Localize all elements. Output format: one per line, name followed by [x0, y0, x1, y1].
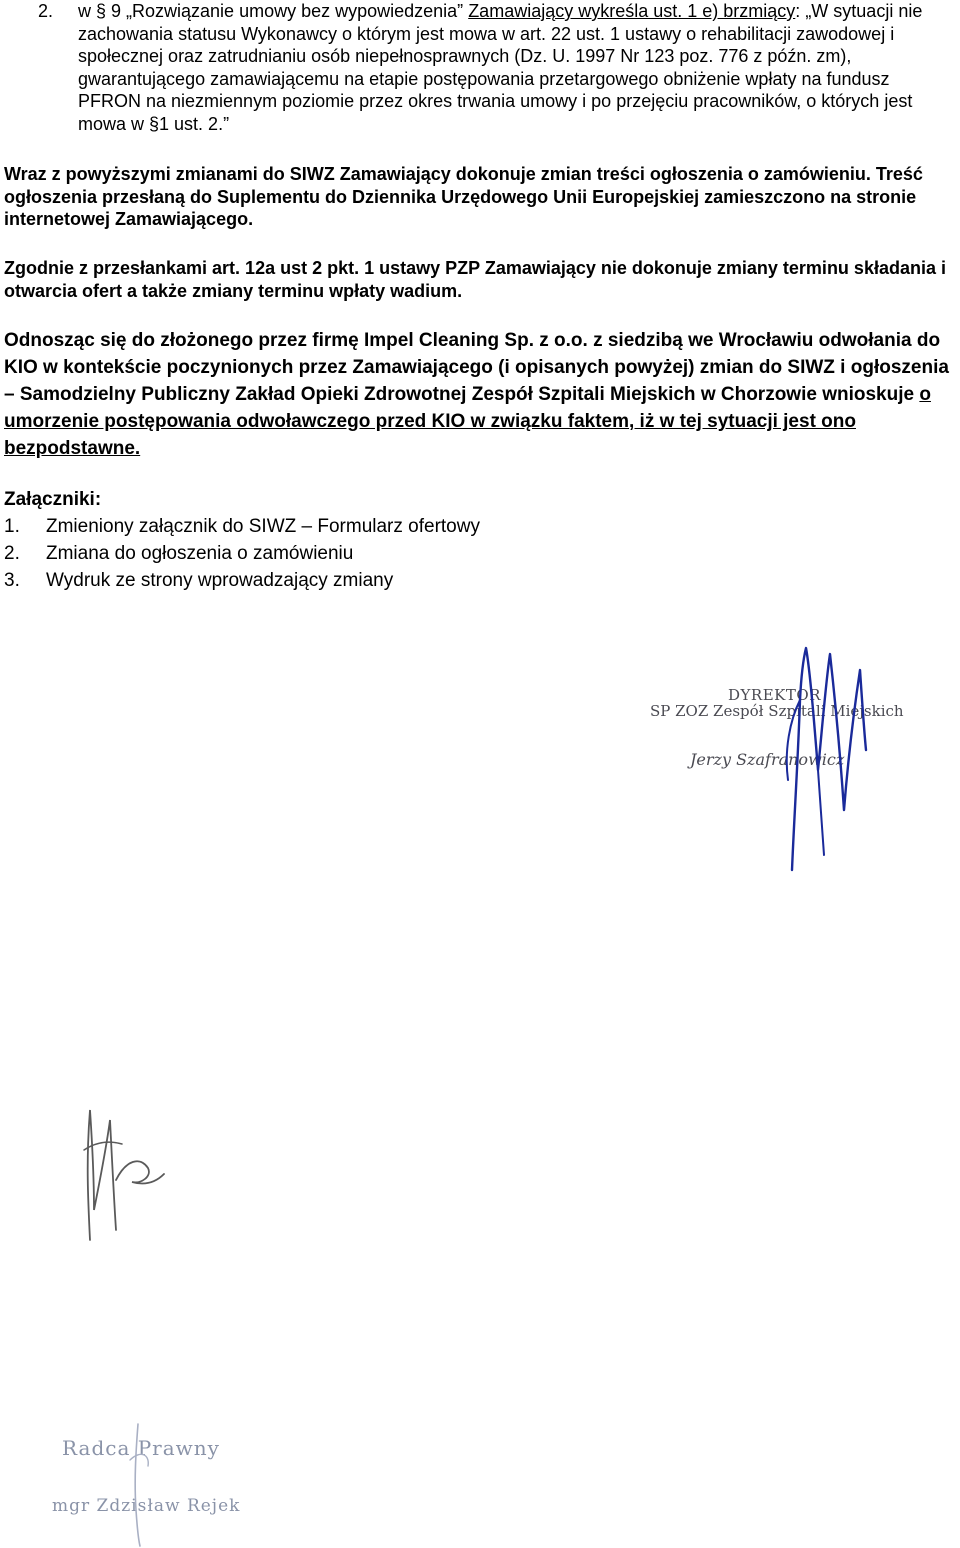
stamp-person: mgr Zdzisław Rejek [52, 1496, 241, 1516]
item-colon: : [795, 1, 801, 21]
stamp-institution: SP ZOZ Zespół Szpitali Miejskich [650, 702, 904, 720]
attachments [4, 486, 704, 594]
attachment-text: Zmiana do ogłoszenia o zamówieniu [46, 543, 354, 564]
numbered-item-2 [4, 0, 956, 135]
legal-counsel-stamp [52, 1432, 312, 1532]
stamp-person: Jerzy Szafranowicz [690, 750, 845, 769]
attachment-number: 3. [4, 570, 20, 591]
item-body-text: „W sytuacji nie zachowania statusu Wykonawcy o którym jest mowa w art. 22 ust. 1 ustawy o rehabilitacji zawodowej i społecznej oraz zatrudnianiu osób niepełnosprawnych (Dz. U. 1997 Nr 123 poz. 776 z późn. zm), gwarantującego zamawiającemu na etapie postępowania przetargowego obniżenie wpłaty na fundusz PFRON na niezmiennym poziomie przez okres trwania umowy i po przejęciu pracowników, o których jest mowa w §1 ust. 2.” [78, 1, 923, 134]
attachment-number: 1. [4, 516, 20, 537]
stamp-title: Radca Prawny [62, 1436, 220, 1460]
item-number: 2. [38, 1, 54, 21]
paragraph-kio [4, 327, 958, 462]
attachment-text: Zmieniony załącznik do SIWZ – Formularz ofertowy [46, 516, 480, 537]
stamp-title: DYREKTOR [728, 686, 821, 704]
paragraph-changes: Wraz z powyższymi zmianami do SIWZ Zamawiający dokonuje zmian treści ogłoszenia o zamówieniu. Treść ogłoszenia przesłaną do Suplementu do Dziennika Urzędowego Unii Europejskiej zamieszczono na stronie internetowej Zamawiającego. [4, 164, 923, 229]
attachment-item [4, 540, 704, 567]
attachments-title: Załączniki: [4, 489, 102, 510]
kio-plain-text: Odnosząc się do złożonego przez firmę Impel Cleaning Sp. z o.o. z siedzibą we Wrocławiu odwołania do KIO w kontekście poczynionych przez Zamawiającego (i opisanych powyżej) zmian do SIWZ i ogłoszenia – Samodzielny Publiczny Zakład Opieki Zdrowotnej Zespół Szpitali Miejskich w Chorzowie wnioskuje [4, 330, 949, 405]
attachment-item [4, 513, 704, 540]
attachment-text: Wydruk ze strony wprowadzający zmiany [46, 570, 394, 591]
director-signature [770, 640, 880, 890]
item-underlined-text: Zamawiający wykreśla ust. 1 e) brzmiący [468, 1, 796, 21]
attachment-number: 2. [4, 543, 20, 564]
kio-underlined-text: o umorzenie postępowania odwoławczego przed KIO w związku faktem, iż w tej sytuacji jest ono bezpodstawne. [4, 384, 931, 459]
item-lead-text: w § 9 „Rozwiązanie umowy bez wypowiedzenia” [78, 1, 464, 21]
legal-stamp-signature [110, 1420, 170, 1548]
attachment-item [4, 567, 704, 594]
paragraph-terms: Zgodnie z przesłankami art. 12a ust 2 pkt. 1 ustawy PZP Zamawiający nie dokonuje zmiany terminu składania i otwarcia ofert a także zmiany terminu wpłaty wadium. [4, 258, 946, 301]
legal-signature [60, 1090, 190, 1250]
